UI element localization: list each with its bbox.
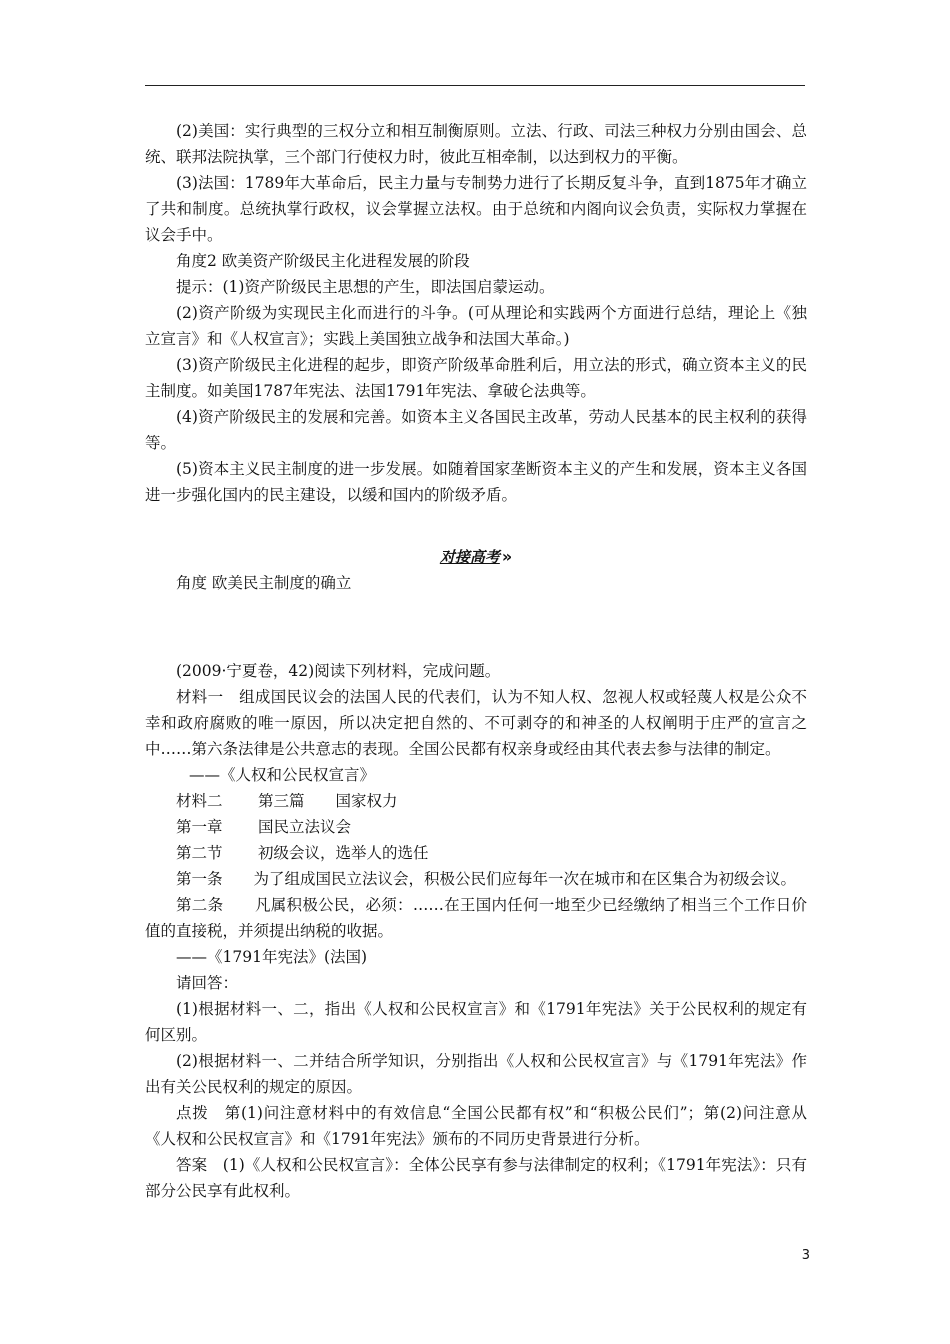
hint-stage-1: 提示：(1)资产阶级民主思想的产生，即法国启蒙运动。 [176,278,555,296]
double-chevron-icon: » [501,547,513,566]
material-2-source: ——《1791年宪法》(法国) [176,948,368,966]
question-intro: (2009·宁夏卷，42)阅读下列材料，完成问题。 [176,662,501,680]
material-2-row: 第一章 国民立法议会 [176,818,352,836]
angle-title: 角度 欧美民主制度的确立 [176,574,352,592]
document-body [145,118,807,1204]
stage-3: (3)资产阶级民主化进程的起步，即资产阶级革命胜利后，用立法的形式，确立资本主义的民主制度。如美国1787年宪法、法国1791年宪法、拿破仑法典等。 [145,356,807,400]
paragraph-us-system: (2)美国：实行典型的三权分立和相互制衡原则。立法、行政、司法三种权力分别由国会、总统、联邦法院执掌，三个部门行使权力时，彼此互相牵制，以达到权力的平衡。 [145,122,807,166]
hint-paragraph: 点拨 第(1)问注意材料中的有效信息“全国公民都有权”和“积极公民们”；第(2)问注意从《人权和公民权宣言》和《1791年宪法》颁布的不同历史背景进行分析。 [145,1104,807,1148]
material-1-source: ——《人权和公民权宣言》 [189,766,376,784]
header-rule [145,85,805,86]
article-2: 第二条 凡属积极公民，必须：……在王国内任何一地至少已经缴纳了相当三个工作日价值的直接税，并须提出纳税的收据。 [145,896,807,940]
angle-2-title: 角度2 欧美资产阶级民主化进程发展的阶段 [176,252,470,270]
section-heading-text: 对接高考 [439,548,500,566]
answer-paragraph: 答案 (1)《人权和公民权宣言》：全体公民享有参与法律制定的权利；《1791年宪法》：只有部分公民享有此权利。 [145,1156,807,1200]
stage-2: (2)资产阶级为实现民主化而进行的斗争。(可从理论和实践两个方面进行总结，理论上《独立宣言》和《人权宣言》；实践上美国独立战争和法国大革命。) [145,304,807,348]
paragraph-france-system: (3)法国：1789年大革命后，民主力量与专制势力进行了长期反复斗争，直到1875年才确立了共和制度。总统执掌行政权，议会掌握立法权。由于总统和内阁向议会负责，实际权力掌握在议会手中。 [145,174,807,244]
please-answer: 请回答： [176,974,239,992]
section-heading [145,544,807,570]
material-2-row: 材料二 第三篇 国家权力 [176,792,398,810]
question-1: (1)根据材料一、二，指出《人权和公民权宣言》和《1791年宪法》关于公民权利的规定有何区别。 [145,1000,807,1044]
question-2: (2)根据材料一、二并结合所学知识，分别指出《人权和公民权宣言》与《1791年宪法》作出有关公民权利的规定的原因。 [145,1052,807,1096]
page-number: 3 [801,1248,810,1263]
spacer [145,632,807,658]
article-1: 第一条 为了组成国民立法议会，积极公民们应每年一次在城市和在区集合为初级会议。 [176,870,797,888]
spacer [145,596,807,632]
stage-4: (4)资产阶级民主的发展和完善。如资本主义各国民主改革，劳动人民基本的民主权利的获得等。 [145,408,807,452]
stage-5: (5)资本主义民主制度的进一步发展。如随着国家垄断资本主义的产生和发展，资本主义各国进一步强化国内的民主建设，以缓和国内的阶级矛盾。 [145,460,807,504]
material-1: 材料一 组成国民议会的法国人民的代表们，认为不知人权、忽视人权或轻蔑人权是公众不幸和政府腐败的唯一原因，所以决定把自然的、不可剥夺的和神圣的人权阐明于庄严的宣言之中……第六条法律是公共意志的表现。全国公民都有权亲身或经由其代表去参与法律的制定。 [145,688,807,758]
material-2-row: 第二节 初级会议，选举人的选任 [176,844,429,862]
spacer [145,508,807,544]
